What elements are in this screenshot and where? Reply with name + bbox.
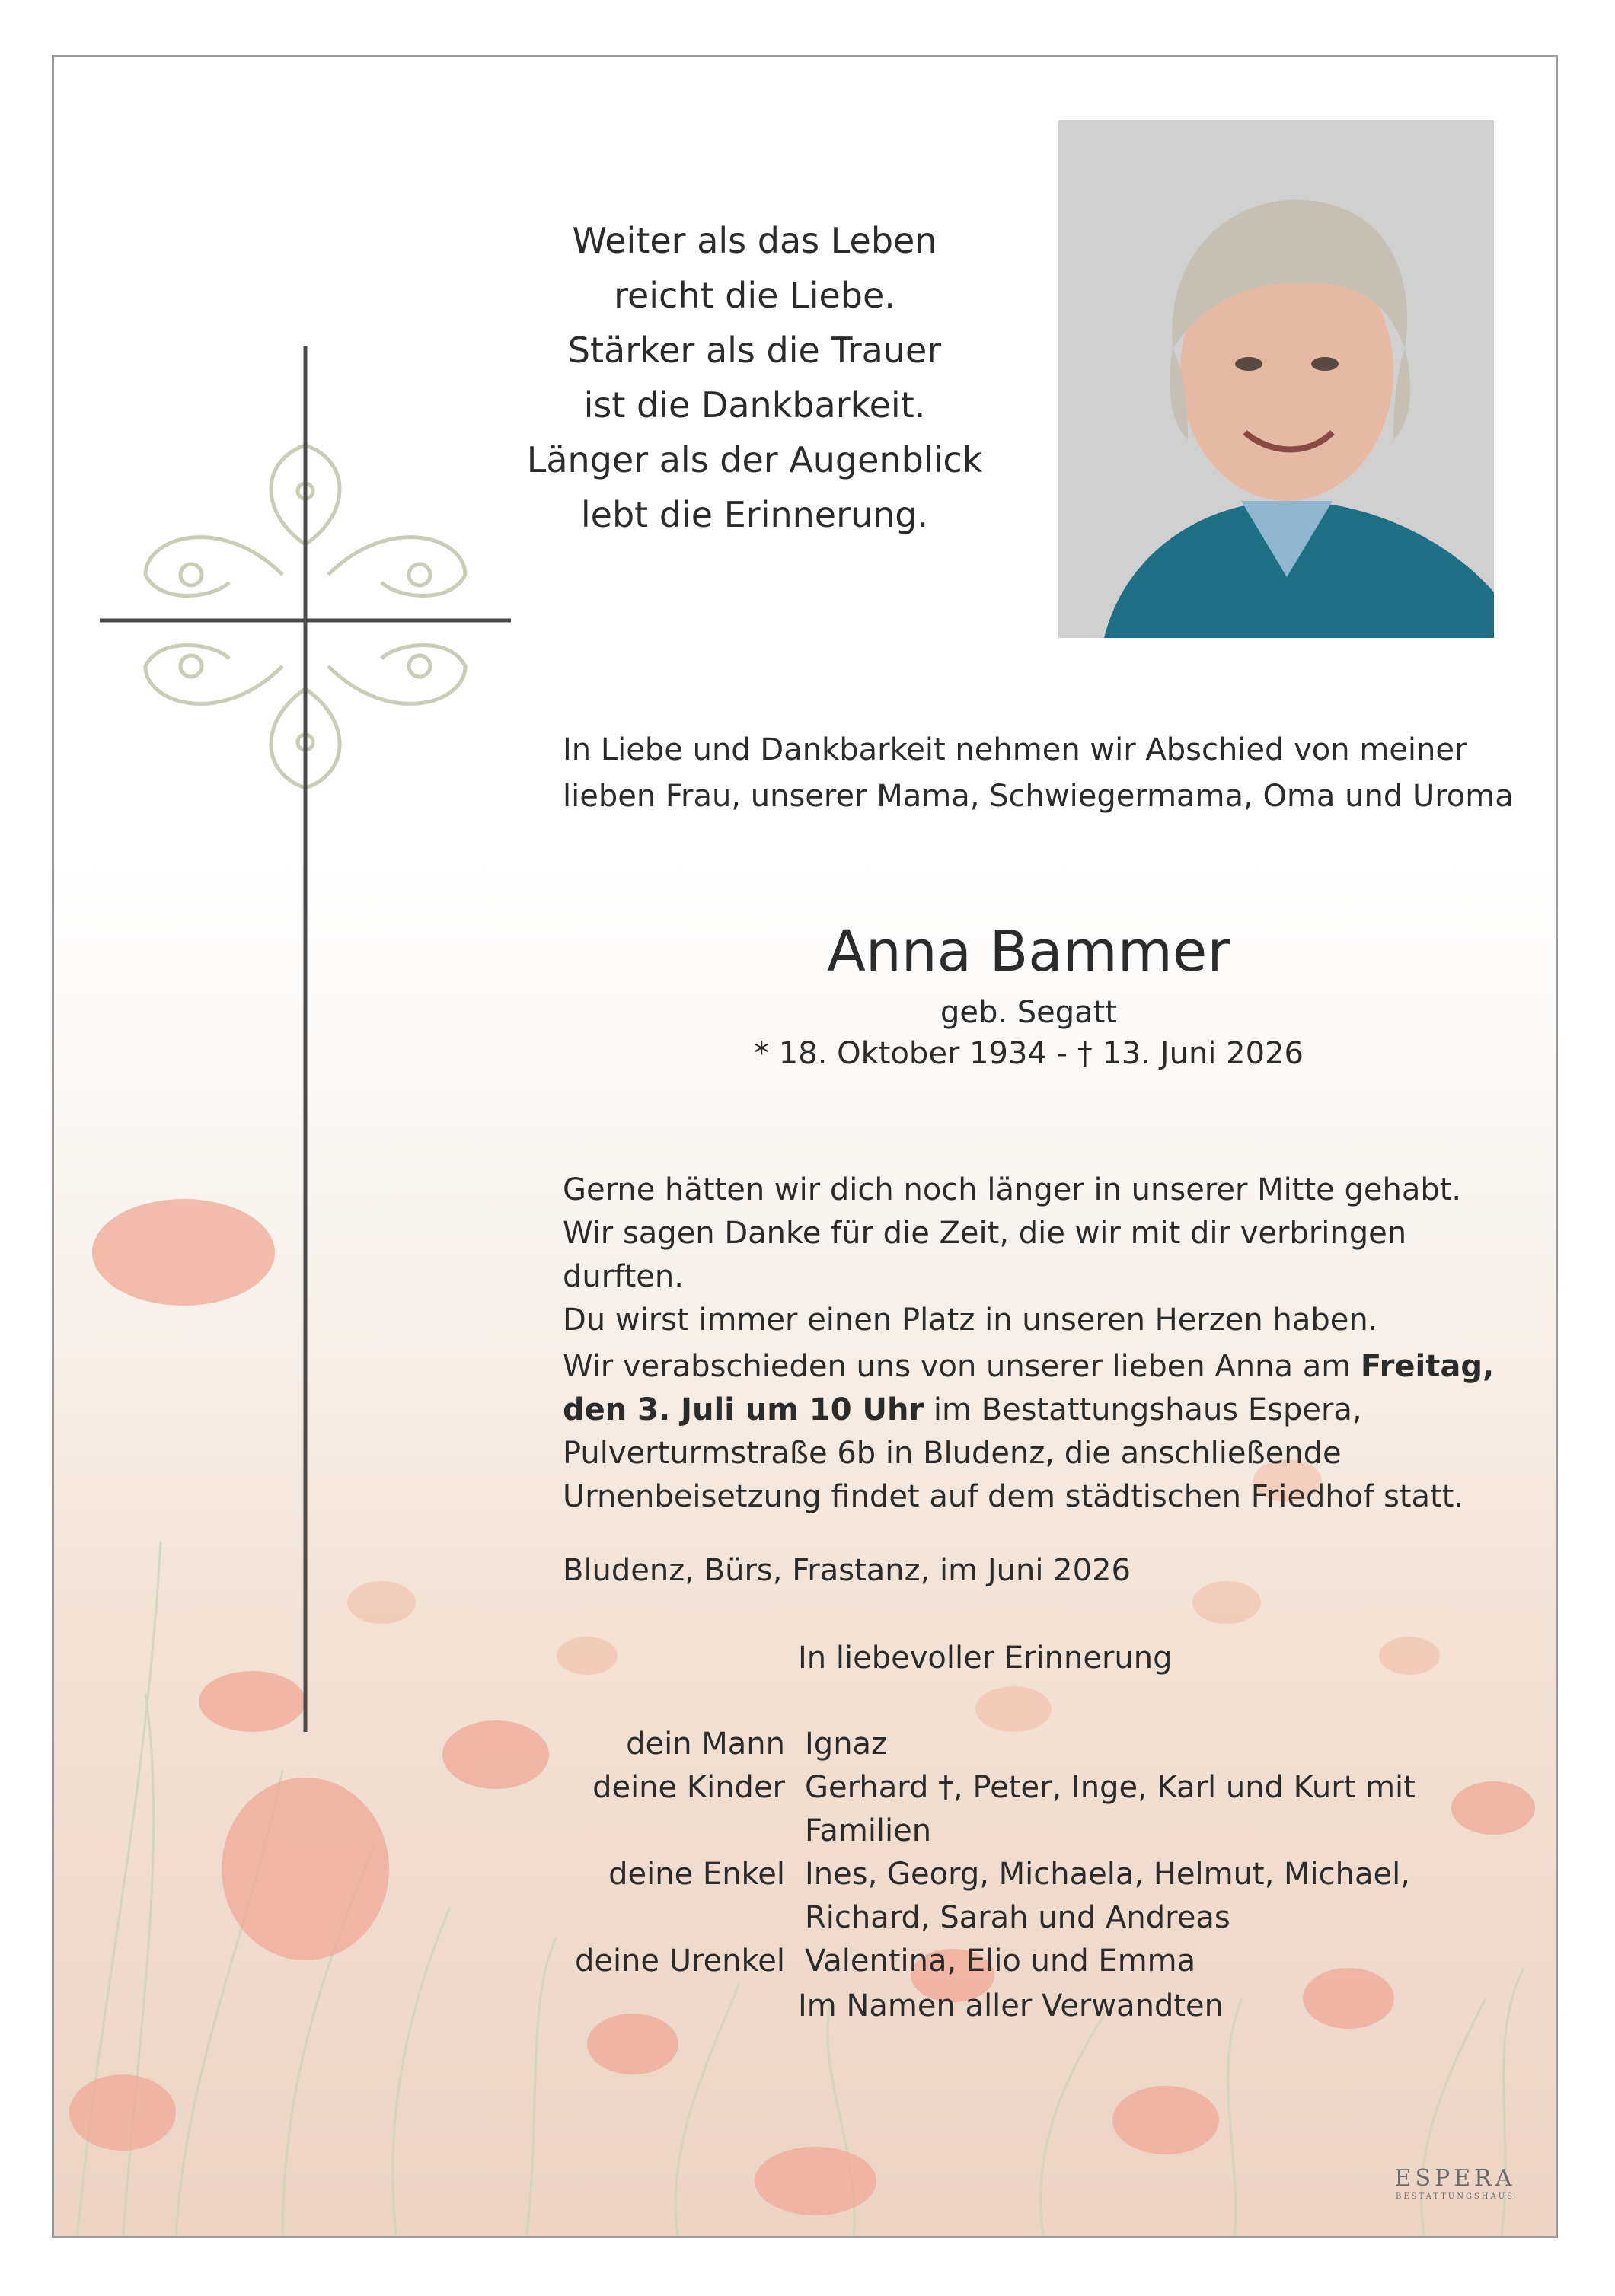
family-names: Ines, Georg, Michaela, Helmut, Michael, [805, 1857, 1410, 1892]
thanks-message [563, 1169, 1522, 1342]
family-row [526, 1766, 1546, 1853]
service-line: Pulverturmstraße 6b in Bludenz, die anschließende [563, 1436, 1342, 1471]
service-date-time: den 3. Juli um 10 Uhr [563, 1392, 924, 1427]
remembrance-line: In liebevoller Erinnerung [798, 1641, 1173, 1676]
family-names: Ignaz [805, 1727, 888, 1762]
message-line: Wir sagen Danke für die Zeit, die wir mit dir verbringen durften. [563, 1216, 1407, 1294]
portrait-photo [1058, 120, 1494, 638]
intro-line: In Liebe und Dankbarkeit nehmen wir Abschied von meiner [563, 732, 1467, 767]
message-line: Gerne hätten wir dich noch länger in unserer Mitte gehabt. [563, 1172, 1462, 1207]
memorial-poem [526, 213, 983, 542]
signoff-line: Im Namen aller Verwandten [798, 1988, 1224, 2023]
place-and-date: Bludenz, Bürs, Frastanz, im Juni 2026 [563, 1553, 1131, 1588]
poem-line: Weiter als das Leben [572, 220, 937, 261]
family-row [526, 1723, 1546, 1766]
portrait-illustration [1058, 120, 1494, 638]
birth-name: geb. Segatt [940, 995, 1118, 1030]
espera-logo [1364, 2166, 1546, 2202]
family-relation: dein Mann [626, 1727, 785, 1762]
family-names: Richard, Sarah und Andreas [805, 1900, 1230, 1935]
obituary-card [52, 55, 1558, 2238]
intro-line: lieben Frau, unserer Mama, Schwiegermama, Oma und Uroma [563, 779, 1514, 814]
family-row [526, 1940, 1546, 1983]
family-row [526, 1853, 1546, 1896]
service-line [563, 1389, 1522, 1432]
poem-line: Länger als der Augenblick [526, 439, 983, 480]
poem-line: reicht die Liebe. [614, 275, 895, 316]
deceased-name: Anna Bammer [827, 919, 1230, 984]
service-text: Wir verabschieden uns von unserer lieben Anna am [563, 1349, 1361, 1384]
farewell-intro [563, 727, 1514, 820]
poem-line: ist die Dankbarkeit. [583, 384, 926, 426]
ornamental-cross-icon [100, 285, 511, 1732]
family-relation: deine Kinder [592, 1770, 785, 1805]
poem-line: Stärker als die Trauer [567, 330, 942, 371]
logo-name: ESPERA [1394, 2165, 1516, 2192]
message-line: Du wirst immer einen Platz in unseren Herzen haben. [563, 1303, 1378, 1338]
family-names: Valentina, Elio und Emma [805, 1944, 1196, 1979]
family-list [526, 1723, 1546, 1983]
family-relation [526, 1896, 805, 1940]
family-relation: deine Urenkel [574, 1944, 785, 1979]
poem-line: lebt die Erinnerung. [580, 494, 929, 535]
service-line [563, 1345, 1522, 1389]
family-relation: deine Enkel [608, 1857, 785, 1892]
service-line: Urnenbeisetzung findet auf dem städtischen Friedhof statt. [563, 1479, 1464, 1514]
service-day: Freitag, [1360, 1349, 1495, 1384]
service-location: im Bestattungshaus Espera, [924, 1392, 1362, 1427]
life-dates: * 18. Oktober 1934 - † 13. Juni 2026 [754, 1036, 1304, 1071]
logo-tagline: BESTATTUNGSHAUS [1395, 2192, 1515, 2201]
family-row [526, 1896, 1546, 1940]
family-names: Gerhard †, Peter, Inge, Karl und Kurt mit Familien [805, 1770, 1416, 1848]
service-details [563, 1345, 1522, 1519]
